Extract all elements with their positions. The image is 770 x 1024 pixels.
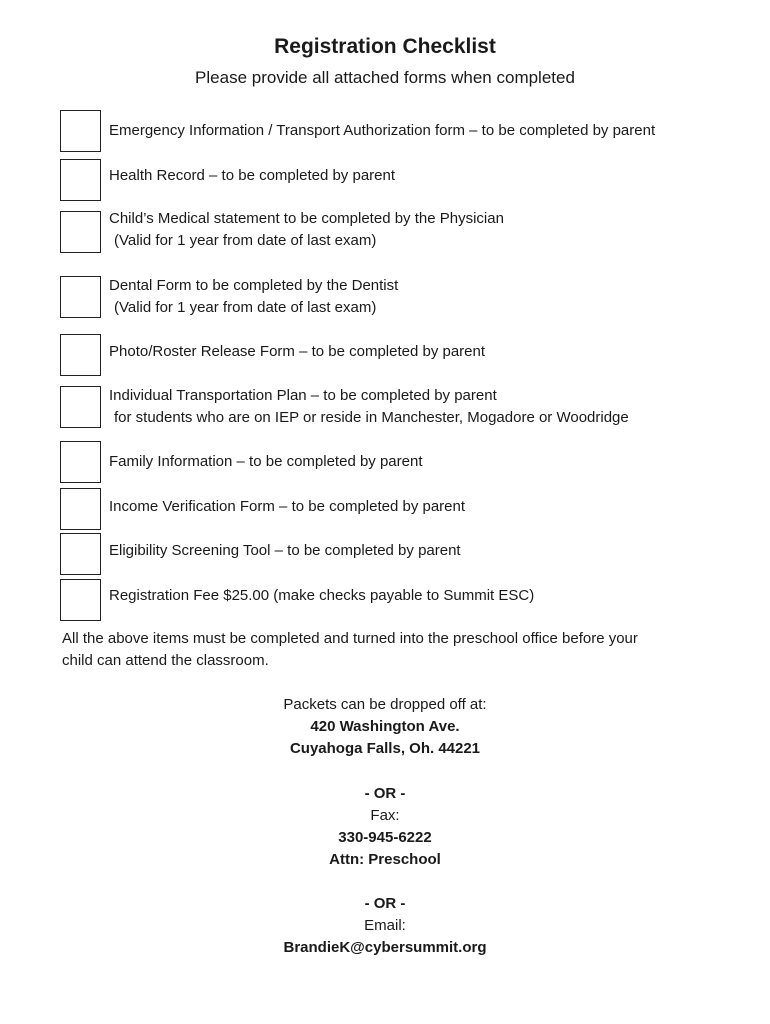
checklist-item-label [109, 451, 423, 473]
item-line2: (Valid for 1 year from date of last exam) [114, 232, 377, 249]
email-label: Email: [364, 917, 406, 934]
checklist-item-label [109, 496, 465, 518]
item-line2: for students who are on IEP or reside in Manchester, Mogadore or Woodridge [114, 409, 629, 426]
checkbox-eligibility-screening[interactable] [60, 533, 101, 575]
checklist-item-label [109, 275, 398, 319]
email-address-link[interactable]: BrandieK@cybersummit.org [283, 939, 487, 956]
page-subtitle: Please provide all attached forms when completed [195, 68, 575, 87]
item-line1: Family Information – to be completed by parent [109, 453, 423, 470]
item-line1: Dental Form to be completed by the Dentist [109, 277, 399, 294]
fax-label: Fax: [370, 807, 400, 824]
checkbox-health-record[interactable] [60, 159, 101, 201]
note-line1: All the above items must be completed and turned into the preschool office before your [62, 630, 638, 647]
checkbox-dental-form[interactable] [60, 276, 101, 318]
checklist-item-label [109, 585, 534, 607]
fax-attention: Attn: Preschool [329, 851, 441, 868]
checklist-item-label [109, 540, 461, 562]
checkbox-transportation-plan[interactable] [60, 386, 101, 428]
checkbox-income-verification[interactable] [60, 488, 101, 530]
item-line1: Individual Transportation Plan – to be completed by parent [109, 387, 497, 404]
checklist-item-label [109, 165, 395, 187]
checkbox-family-info[interactable] [60, 441, 101, 483]
item-line1: Registration Fee $25.00 (make checks payable to Summit ESC) [109, 587, 535, 604]
dropoff-address-line2: Cuyahoga Falls, Oh. 44221 [289, 740, 481, 757]
note-line2: child can attend the classroom. [62, 652, 269, 669]
page-title: Registration Checklist [274, 35, 496, 58]
checkbox-medical-statement[interactable] [60, 211, 101, 253]
dropoff-address-line1: 420 Washington Ave. [310, 718, 460, 735]
checklist-item-label [109, 208, 504, 252]
item-line1: Emergency Information / Transport Authorization form – to be completed by parent [109, 122, 656, 139]
item-line1: Photo/Roster Release Form – to be completed by parent [109, 343, 486, 360]
item-line2: (Valid for 1 year from date of last exam) [114, 299, 377, 316]
item-line1: Health Record – to be completed by parent [109, 167, 396, 184]
completion-note [62, 628, 722, 672]
checklist-item-label [109, 385, 629, 429]
checklist-item-label [109, 120, 655, 142]
dropoff-intro: Packets can be dropped off at: [283, 696, 487, 713]
fax-number: 330-945-6222 [338, 829, 432, 846]
checkbox-registration-fee[interactable] [60, 579, 101, 621]
checkbox-emergency-info[interactable] [60, 110, 101, 152]
checklist-item-label [109, 341, 485, 363]
or-separator-email: - OR - [364, 895, 406, 912]
or-separator-fax: - OR - [364, 785, 406, 802]
item-line1: Child’s Medical statement to be completed by the Physician [109, 210, 504, 227]
item-line1: Income Verification Form – to be completed by parent [109, 498, 466, 515]
checkbox-photo-release[interactable] [60, 334, 101, 376]
item-line1: Eligibility Screening Tool – to be completed by parent [109, 542, 461, 559]
